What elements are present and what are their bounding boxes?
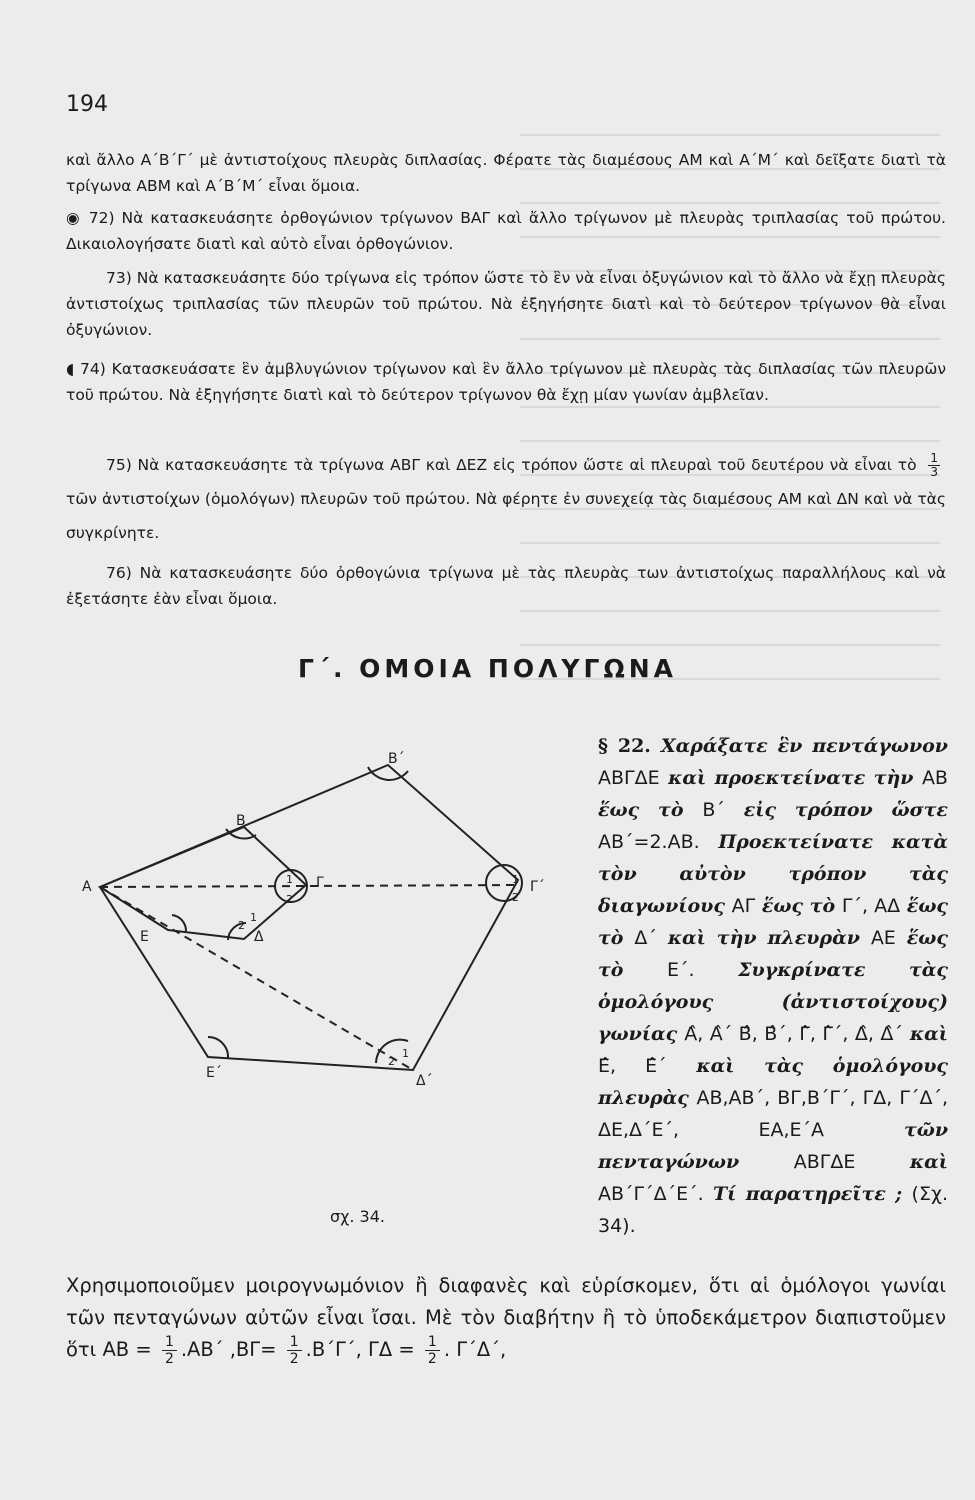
exercise-72 xyxy=(66,205,946,257)
label-A: Α xyxy=(82,879,92,895)
angle-label-two: 2 xyxy=(512,891,519,904)
label-Gp: Γ΄ xyxy=(530,879,545,895)
exercise-76 xyxy=(66,560,946,612)
text: ἕως τὸ xyxy=(598,799,684,821)
angle-label-two: 2 xyxy=(388,1055,395,1068)
label-Ep: Ε΄ xyxy=(206,1065,222,1081)
text: Τί παρατηρεῖτε ; xyxy=(713,1183,903,1205)
math: Ε̂, Ε̂΄ xyxy=(598,1055,667,1077)
label-Bp: Β΄ xyxy=(388,751,405,767)
pen-mark-icon: ◖ xyxy=(66,360,75,378)
text: Προεκτείνατε κατὰ τὸν αὐτὸν τρόπον τὰς διαγωνίους xyxy=(598,831,948,917)
diagonal-AG xyxy=(100,885,518,887)
large-pentagon xyxy=(100,765,518,1070)
text: καὶ τὰς ὁμολόγους πλευρὰς xyxy=(598,1055,948,1109)
section-heading: Γ΄. ΟΜΟΙΑ ΠΟΛΥΓΩΝΑ xyxy=(298,654,677,683)
exercise-76-text: 76) Νὰ κατασκευάσητε δύο ὀρθογώνια τρίγωνα μὲ τὰς πλευρὰς των ἀντιστοίχως παραλλήλους καὶ νὰ ἐξετάσητε ἐὰν εἶναι ὅμοια. xyxy=(66,564,946,608)
text: καὶ xyxy=(909,1151,948,1173)
text: καὶ τὴν πλευρὰν xyxy=(667,927,860,949)
text: καὶ xyxy=(909,1023,948,1045)
sidebar-instructions xyxy=(598,730,948,1242)
text: ἕως τὸ xyxy=(598,927,948,981)
math: ΑΒ΄Γ΄Δ΄Ε΄. xyxy=(598,1183,704,1205)
label-Dp: Δ΄ xyxy=(416,1073,433,1089)
label-D: Δ xyxy=(254,929,264,945)
fraction-one-third: $\frac{1}{3}$ xyxy=(930,451,938,479)
angle-label-two: 2 xyxy=(286,893,293,906)
angle-label-one: 1 xyxy=(402,1047,409,1060)
exercise-73-text: 73) Νὰ κατασκευάσητε δύο τρίγωνα εἰς τρόπον ὥστε τὸ ἓν νὰ εἶναι ὀξυγώνιον καὶ τὸ ἄλλο νὰ ἔχῃ πλευρὰς ἀντιστοίχως τριπλασίας τῶν πλευρῶν τοῦ πρώτου. Νὰ ἐξηγήσητε διατὶ καὶ τὸ δεύτερον τρίγωνον θὰ εἶναι ὀξυγώνιον. xyxy=(66,269,946,339)
angle-label-one: 1 xyxy=(286,873,293,886)
math: ΑΒ xyxy=(921,767,948,789)
angle-label-one: 1 xyxy=(250,911,257,924)
math: Β΄ xyxy=(702,799,725,821)
figure-caption: σχ. 34. xyxy=(330,1207,385,1226)
fraction-one-half: $\frac{1}{2}$ xyxy=(287,1334,302,1367)
exercise-75-text-b: τῶν ἀντιστοίχων (ὁμολόγων) πλευρῶν τοῦ πρώτου. Νὰ φέρητε ἐν συνεχείᾳ τὰς διαμέσους ΑΜ καὶ ΔΝ καὶ νὰ τὰς συγκρίνητε. xyxy=(66,490,946,542)
fraction-one-half: $\frac{1}{2}$ xyxy=(425,1334,440,1367)
math: Δ΄ xyxy=(634,927,657,949)
math: ΑΒΓΔΕ xyxy=(793,1151,856,1173)
figure-34-pentagons xyxy=(78,745,588,1205)
math: ΑΒ΄=2.ΑΒ. xyxy=(598,831,700,853)
exercise-71-continuation: καὶ ἄλλο Α΄Β΄Γ΄ μὲ ἀντιστοίχους πλευρὰς διπλασίας. Φέρατε τὰς διαμέσους ΑΜ καὶ Α΄Μ΄ καὶ δεῖξατε διατὶ τὰ τρίγωνα ΑΒΜ καὶ Α΄Β΄Μ΄ εἶναι ὅμοια. xyxy=(66,151,946,195)
math: (Σχ. 34). xyxy=(598,1183,948,1237)
math: Ε΄. xyxy=(667,959,695,981)
page-number: 194 xyxy=(66,92,108,117)
conclusion-paragraph xyxy=(66,1270,946,1367)
math: Γ΄, ΑΔ xyxy=(841,895,901,917)
text: εἰς τρόπον ὥστε xyxy=(743,799,948,821)
label-E: Ε xyxy=(140,929,149,945)
math: .ΑΒ΄ ,ΒΓ= xyxy=(180,1338,277,1361)
math: ΑΒΓΔΕ xyxy=(598,767,660,789)
math: . Γ΄Δ΄, xyxy=(443,1338,507,1361)
exercise-72-text: 72) Νὰ κατασκευάσητε ὀρθογώνιον τρίγωνον ΒΑΓ καὶ ἄλλο τρίγωνον μὲ πλευρὰς τριπλασίας τοῦ πρώτου. Δικαιολογήσατε διατὶ καὶ αὐτὸ εἶναι ὀρθογώνιον. xyxy=(66,209,946,253)
math: ΑΕ xyxy=(870,927,896,949)
label-G: Γ xyxy=(316,875,324,891)
math: ΑΒ,ΑΒ΄, ΒΓ,Β΄Γ΄, ΓΔ, Γ΄Δ΄, ΔΕ,Δ΄Ε΄, ΕΑ,Ε΄Α xyxy=(598,1087,948,1141)
exercise-73 xyxy=(66,265,946,343)
angle-label-two: 2 xyxy=(238,919,245,932)
angle-label-one: 1 xyxy=(512,873,519,886)
exercise-75 xyxy=(66,448,946,550)
section-number: § 22. xyxy=(598,735,651,757)
math: Α̂, Α̂΄ Β̂, Β̂΄, Γ̂, Γ̂΄, Δ̂, Δ̂΄ xyxy=(684,1023,903,1045)
exercise-75-text-a: 75) Νὰ κατασκευάσητε τὰ τρίγωνα ΑΒΓ καὶ ΔΕΖ εἰς τρόπον ὥστε αἱ πλευραὶ τοῦ δευτέρου νὰ εἶναι τὸ xyxy=(106,456,917,474)
label-B: Β xyxy=(236,813,246,829)
text: καὶ προεκτείνατε τὴν xyxy=(668,767,914,789)
text: τῶν πενταγώνων xyxy=(598,1119,948,1173)
exercise-74-text: 74) Κατασκευάσατε ἓν ἀμβλυγώνιον τρίγωνον καὶ ἓν ἄλλο τρίγωνον μὲ πλευρὰς τὰς διπλασίας τῶν πλευρῶν τοῦ πρώτου. Νὰ ἐξηγήσητε διατὶ καὶ τὸ δεύτερον τρίγωνον θὰ ἔχῃ μίαν γωνίαν ἀμβλεῖαν. xyxy=(66,360,946,404)
pen-mark-icon: ◉ xyxy=(66,209,82,227)
exercise-74 xyxy=(66,356,946,408)
text: ἕως τὸ xyxy=(761,895,836,917)
text: Χαράξατε ἓν πεντάγωνον xyxy=(660,735,948,757)
fraction-one-half: $\frac{1}{2}$ xyxy=(162,1334,177,1367)
math: ΑΓ xyxy=(731,895,756,917)
math: .Β΄Γ΄, ΓΔ = xyxy=(305,1338,415,1361)
text: ἕως τὸ xyxy=(598,895,948,949)
conclusion-text: Χρησιμοποιοῦμεν μοιρογνωμόνιον ἢ διαφανὲς καὶ εὑρίσκομεν, ὅτι αἱ ὁμόλογοι γωνίαι τῶν πενταγώνων αὐτῶν εἶναι ἴσαι. Μὲ τὸν διαβήτην ἢ τὸ ὑποδεκάμετρον διαπιστοῦμεν ὅτι ΑΒ = xyxy=(66,1274,946,1361)
text: Συγκρίνατε τὰς ὁμολόγους (ἀντιστοίχους) γωνίας xyxy=(598,959,948,1045)
